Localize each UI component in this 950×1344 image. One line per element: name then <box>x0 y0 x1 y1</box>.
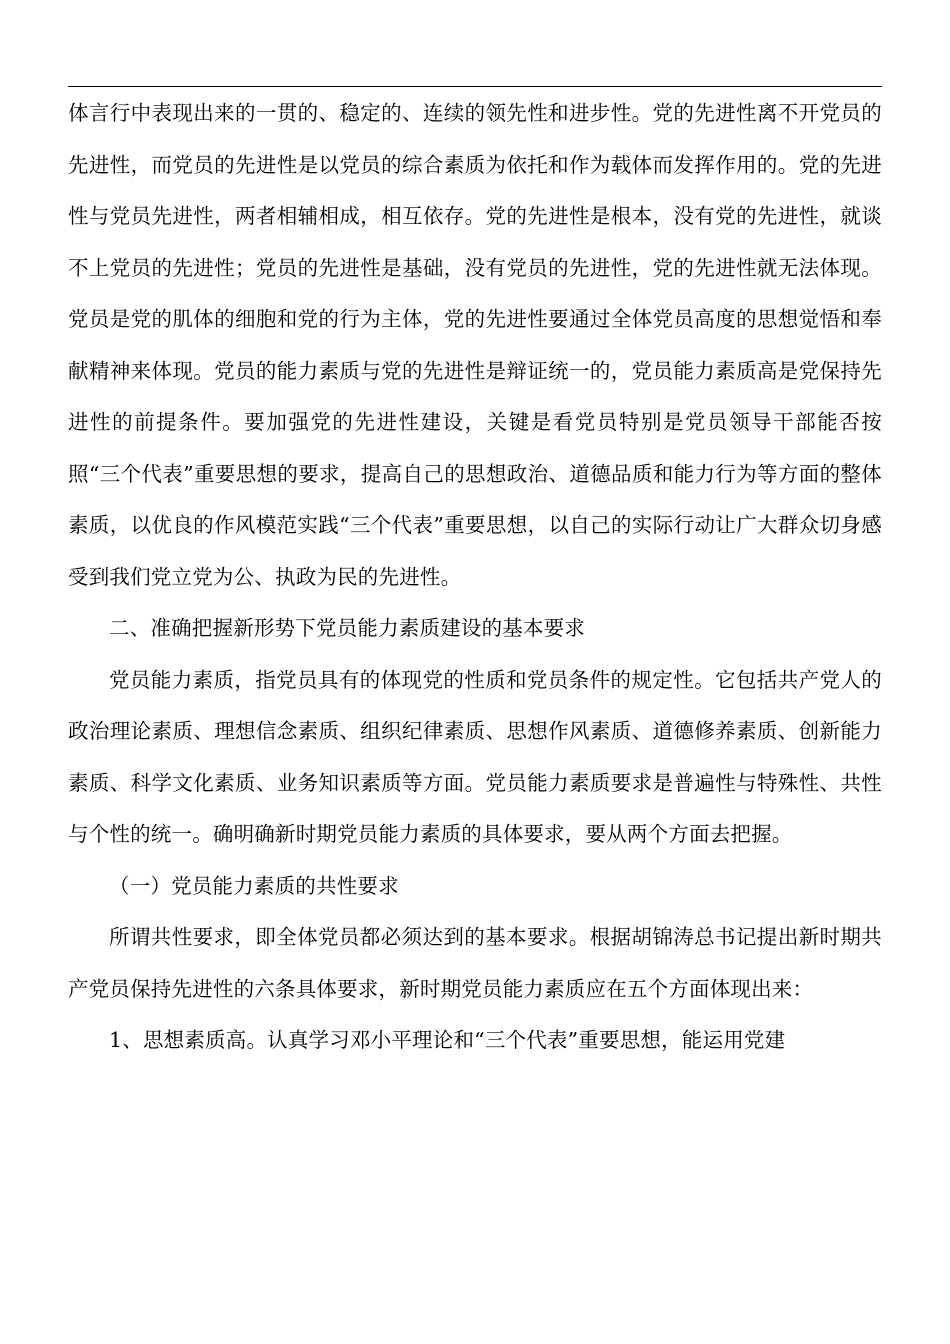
paragraph-list-item-1: 1、思想素质高。认真学习邓小平理论和“三个代表”重要思想，能运用党建 <box>109 1028 786 1052</box>
paragraph-continuation: 体言行中表现出来的一贯的、稳定的、连续的领先性和进步性。党的先进性离不开党员的先进性，而党员的先进性是以党员的综合素质为依托和作为载体而发挥作用的。党的先进性与党员先进性，两者相辅相成，相互依存。党的先进性是根本，没有党的先进性，就谈不上党员的先进性；党员的先进性是基础，没有党员的先进性，党的先进性就无法体现。党员是党的肌体的细胞和党的行为主体，党的先进性要通过全体党员高度的思想觉悟和奉献精神来体现。党员的能力素质与党的先进性是辩证统一的，党员能力素质高是党保持先进性的前提条件。要加强党的先进性建设，关键是看党员特别是党员领导干部能否按照“三个代表”重要思想的要求，提高自己的思想政治、道德品质和能力行为等方面的整体素质，以优良的作风模范实践“三个代表”重要思想，以自己的实际行动让广大群众切身感受到我们党立党为公、执政为民的先进性。 <box>68 101 882 589</box>
document-body <box>68 88 882 1067</box>
header-rule <box>68 86 882 87</box>
subsection-heading: （一）党员能力素质的共性要求 <box>109 873 399 898</box>
paragraph-common-requirements: 所谓共性要求，即全体党员都必须达到的基本要求。根据胡锦涛总书记提出新时期共产党员保持先进性的六条具体要求，新时期党员能力素质应在五个方面体现出来： <box>68 925 882 1001</box>
paragraph-definition: 党员能力素质，指党员具有的体现党的性质和党员条件的规定性。它包括共产党人的政治理论素质、理想信念素质、组织纪律素质、思想作风素质、道德修养素质、创新能力素质、科学文化素质、业务知识素质等方面。党员能力素质要求是普遍性与特殊性、共性与个性的统一。确明确新时期党员能力素质的具体要求，要从两个方面去把握。 <box>68 667 882 846</box>
section-heading: 二、准确把握新形势下党员能力素质建设的基本要求 <box>109 616 586 640</box>
